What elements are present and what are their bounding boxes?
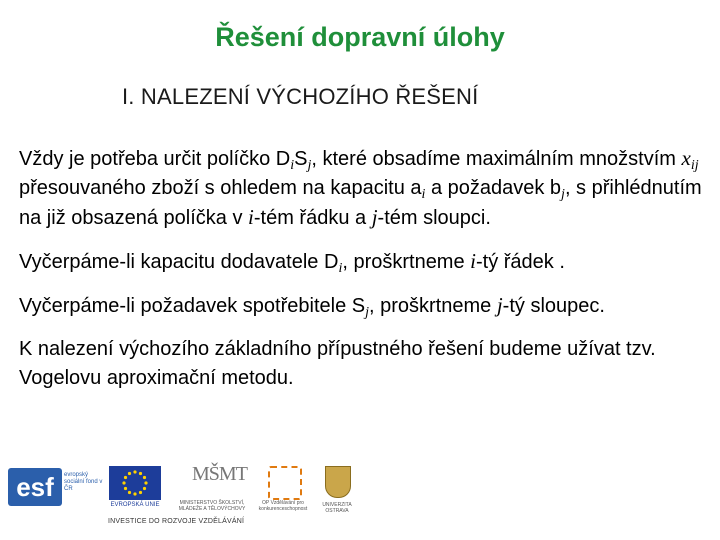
university-logo [316, 464, 358, 512]
esf-logo [8, 464, 102, 512]
text-run: Vyčerpáme-li požadavek spotřebitele S [19, 295, 366, 317]
text-run: , s přihlédnutím na již obsazená políčka v [19, 177, 702, 229]
esf-mark: esf [8, 468, 62, 506]
slide-title: Řešení dopravní úlohy [215, 22, 505, 52]
text-run: přesouvaného zboží s ohledem na kapacitu a [19, 177, 422, 199]
investment-tagline: INVESTICE DO ROZVOJE VZDĚLÁVÁNÍ [108, 518, 245, 525]
subscript: j [307, 158, 312, 173]
eu-logo [107, 464, 163, 512]
text-run: , proškrtneme [369, 295, 497, 317]
text-run: -tý řádek . [476, 251, 565, 273]
paragraph-column-exhausted [19, 291, 709, 321]
text-run: Vždy je potřeba určit políčko D [19, 148, 291, 170]
paragraph-row-exhausted [19, 247, 709, 277]
text-run: -tém řádku a [253, 207, 372, 229]
slide-body [19, 144, 709, 407]
msmt-mark: MŠMT [192, 463, 247, 485]
text-run: Vyčerpáme-li kapacitu dodavatele D [19, 251, 339, 273]
eu-text: EVROPSKÁ UNIE [110, 502, 160, 508]
text-run: -tém sloupci. [377, 207, 491, 229]
subscript: i [421, 187, 426, 202]
op-mark-icon [268, 466, 302, 500]
paragraph-vogel-method: K nalezení výchozího základního přípustného řešení budeme užívat tzv. Vogelovu aproximační metodu. [19, 338, 656, 389]
esf-text: evropský sociální fond v ČR [64, 472, 103, 492]
subscript: i [338, 261, 343, 276]
variable: i [248, 205, 254, 229]
text-run: , proškrtneme [342, 251, 471, 273]
variable: i [470, 249, 476, 273]
text-run: S [294, 148, 308, 170]
msmt-logo [172, 464, 252, 512]
logo-bar [0, 462, 362, 540]
variable: j [496, 293, 503, 317]
variable: j [371, 205, 378, 229]
op-logo [258, 464, 308, 512]
subscript: ij [690, 158, 699, 173]
section-heading: I. NALEZENÍ VÝCHOZÍHO ŘEŠENÍ [122, 84, 479, 109]
op-text: OP Vzdělávání pro konkurenceschopnost [258, 500, 308, 512]
university-crest-icon [325, 466, 351, 498]
subscript: j [561, 187, 565, 202]
msmt-text: MINISTERSTVO ŠKOLSTVÍ, MLÁDEŽE A TĚLOVÝCHOVY [178, 500, 246, 512]
text-run: a požadavek b [425, 177, 562, 199]
university-text: UNIVERZITA OSTRAVA [322, 502, 352, 514]
text-run: , které obsadíme maximálním množstvím [311, 148, 682, 170]
text-run: -tý sloupec. [502, 295, 605, 317]
subscript: j [365, 305, 369, 320]
variable: x [681, 146, 691, 170]
eu-flag-icon [109, 466, 161, 500]
subscript: i [290, 158, 295, 173]
paragraph-cell-selection [19, 144, 709, 233]
footer-logos [0, 462, 720, 540]
